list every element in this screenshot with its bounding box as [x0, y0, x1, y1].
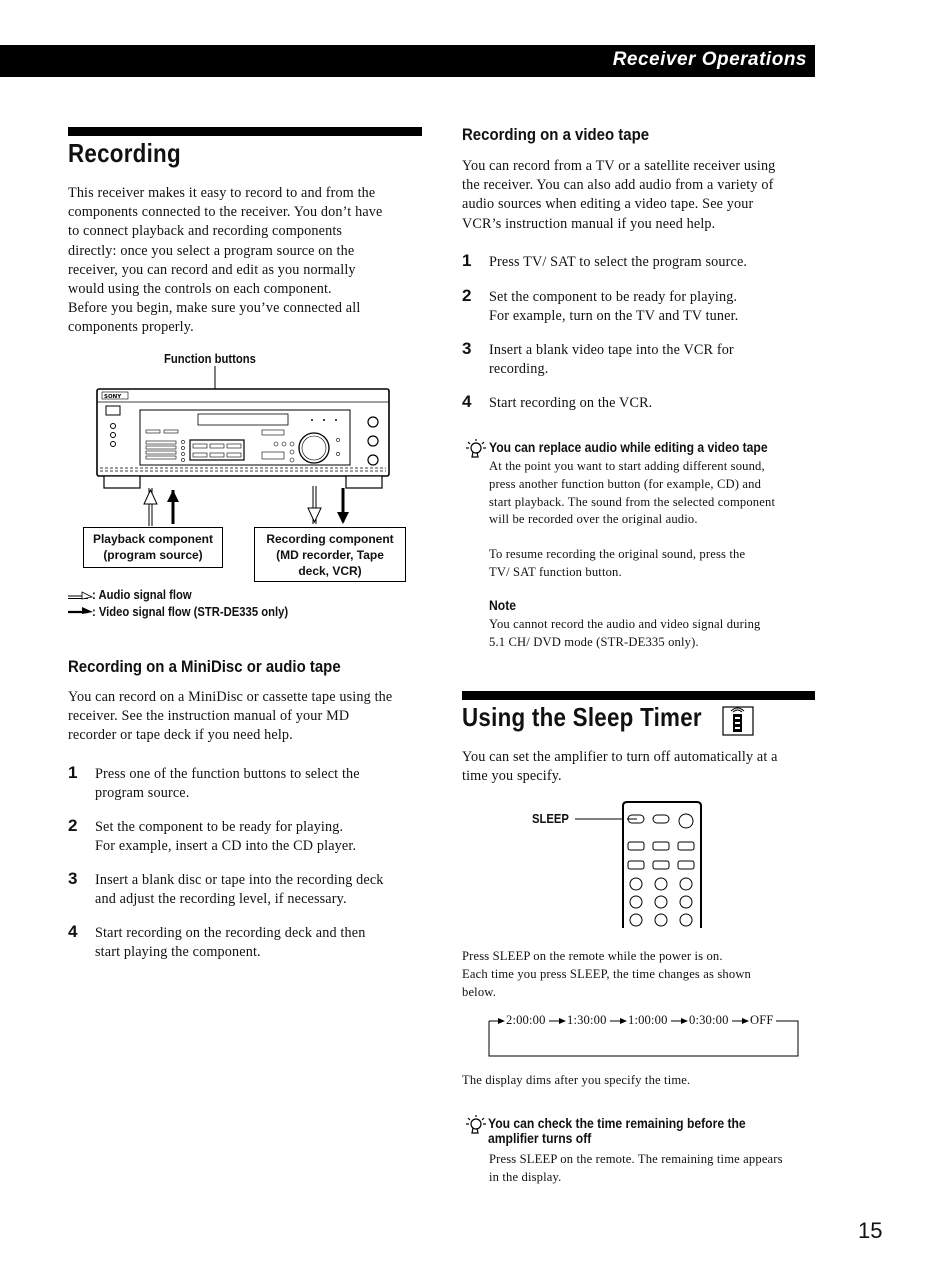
text-line: receiver, you can record and edit as you normally	[68, 261, 356, 278]
step-number: 4	[68, 922, 78, 941]
step-number: 3	[462, 339, 472, 358]
text-line: You can set the amplifier to turn off automatically at a	[462, 749, 778, 765]
text-line: TV/ SAT function button.	[489, 564, 622, 579]
text-line: You cannot record the audio and video signal during	[489, 617, 761, 631]
step-text: and adjust the recording level, if necessary.	[95, 891, 347, 908]
step-text: Set the component to be ready for playing.	[489, 289, 738, 305]
box-line: (MD recorder, Tape	[276, 548, 384, 562]
video-tip-body-2	[489, 546, 819, 582]
text-line: To resume recording the original sound, press the	[489, 547, 746, 561]
step-text: Start recording on the recording deck and then	[95, 925, 366, 941]
note-title: Note	[489, 598, 516, 613]
header-bar	[0, 45, 815, 77]
box-line: (program source)	[103, 548, 203, 562]
recording-intro	[68, 184, 428, 338]
text-line: time you specify.	[462, 768, 562, 785]
page-number: 15	[858, 1218, 883, 1243]
sleep-button-label: SLEEP	[532, 812, 569, 826]
text-line: would using the controls on each component.	[68, 281, 332, 298]
text-line: You can record on a MiniDisc or cassette tape using the	[68, 689, 393, 705]
heading-rule	[462, 691, 815, 700]
text-line: start playback. The sound from the selected component	[489, 494, 776, 509]
step-number: 2	[68, 816, 78, 835]
cycle-value: OFF	[750, 1013, 774, 1027]
text-line: You can check the time remaining before the	[488, 1116, 746, 1131]
text-line: Press SLEEP on the remote while the power is on.	[462, 949, 723, 963]
tip-lightbulb-icon	[463, 1113, 487, 1137]
note-body	[489, 616, 819, 652]
text-line: Each time you press SLEEP, the time changes as shown	[462, 966, 752, 981]
sleep-intro	[462, 748, 822, 786]
step-number: 3	[68, 869, 78, 888]
step-text: Press one of the function buttons to select the	[95, 766, 360, 782]
step-text: start playing the component.	[95, 944, 261, 961]
step-number: 1	[462, 251, 472, 270]
brand-logo: SONY	[104, 394, 122, 400]
sleep-tip-body	[489, 1151, 829, 1187]
text-line: components connected to the receiver. You don’t have	[68, 204, 383, 221]
text-line: will be recorded over the original audio.	[489, 512, 698, 527]
box-line: deck, VCR)	[298, 564, 362, 578]
text-line: VCR’s instruction manual if you need help.	[462, 215, 716, 232]
step-text: recording.	[489, 361, 549, 378]
text-line: components properly.	[68, 319, 194, 336]
sleep-dims-text: The display dims after you specify the time.	[462, 1073, 691, 1087]
text-line: At the point you want to start adding different sound,	[489, 459, 765, 473]
text-line: amplifier turns off	[488, 1131, 592, 1146]
remote-control-icon	[722, 706, 754, 736]
cycle-value: 0:30:00	[689, 1013, 729, 1027]
video-intro	[462, 157, 822, 234]
legend-video-label: : Video signal flow (STR-DE335 only)	[92, 605, 289, 619]
step-text: For example, insert a CD into the CD player.	[95, 838, 357, 855]
heading-rule	[68, 127, 422, 136]
step-text: For example, turn on the TV and TV tuner.	[489, 308, 739, 325]
text-line: This receiver makes it easy to record to and from the	[68, 185, 376, 201]
text-line: in the display.	[489, 1169, 562, 1184]
receiver-diagram	[80, 364, 410, 534]
recording-heading: Recording	[68, 138, 181, 168]
minidisc-heading: Recording on a MiniDisc or audio tape	[68, 657, 341, 676]
function-buttons-label: Function buttons	[164, 352, 256, 366]
section-title: Receiver Operations	[612, 49, 807, 70]
text-line: receiver. See the instruction manual of your MD	[68, 708, 350, 725]
text-line: 5.1 CH/ DVD mode (STR-DE335 only).	[489, 634, 699, 649]
text-line: to connect playback and recording components	[68, 223, 343, 240]
text-line: recorder or tape deck if you need help.	[68, 727, 293, 744]
text-line: Press SLEEP on the remote. The remaining time appears	[489, 1152, 783, 1166]
text-line: You can record from a TV or a satellite receiver using	[462, 158, 776, 174]
step-number: 2	[462, 286, 472, 305]
text-line: the receiver. You can also add audio from a variety of	[462, 177, 774, 194]
recording-component-box	[254, 527, 406, 582]
video-tip-body	[489, 458, 819, 529]
step-text: Set the component to be ready for playing.	[95, 819, 344, 835]
step-text: Insert a blank disc or tape into the recording deck	[95, 872, 384, 888]
step-text: Press TV/ SAT to select the program source.	[489, 254, 748, 270]
step-number: 1	[68, 763, 78, 782]
sleep-heading: Using the Sleep Timer	[462, 702, 702, 732]
cycle-value: 2:00:00	[506, 1013, 546, 1027]
remote-diagram	[575, 800, 705, 930]
text-line: press another function button (for example, CD) and	[489, 476, 762, 491]
signal-flow-legend-icons	[68, 590, 94, 620]
playback-component-box	[83, 527, 223, 568]
minidisc-intro	[68, 688, 428, 746]
legend-audio-label: : Audio signal flow	[92, 588, 192, 602]
box-line: Playback component	[92, 532, 214, 546]
text-line: audio sources when editing a video tape. See your	[462, 196, 754, 213]
sleep-press-text	[462, 948, 822, 1001]
text-line: Before you begin, make sure you’ve connected all	[68, 300, 361, 317]
tip-lightbulb-icon	[463, 437, 487, 461]
cycle-value: 1:00:00	[628, 1013, 668, 1027]
step-text: Insert a blank video tape into the VCR for	[489, 342, 734, 358]
box-line: Recording component	[266, 532, 394, 546]
step-text: Start recording on the VCR.	[489, 395, 653, 411]
cycle-value: 1:30:00	[567, 1013, 607, 1027]
text-line: below.	[462, 984, 497, 999]
text-line: directly: once you select a program source on the	[68, 242, 355, 259]
step-number: 4	[462, 392, 472, 411]
video-tip-title: You can replace audio while editing a video tape	[489, 440, 768, 455]
step-text: program source.	[95, 785, 190, 802]
video-heading: Recording on a video tape	[462, 125, 650, 144]
sleep-tip-title	[488, 1116, 746, 1146]
